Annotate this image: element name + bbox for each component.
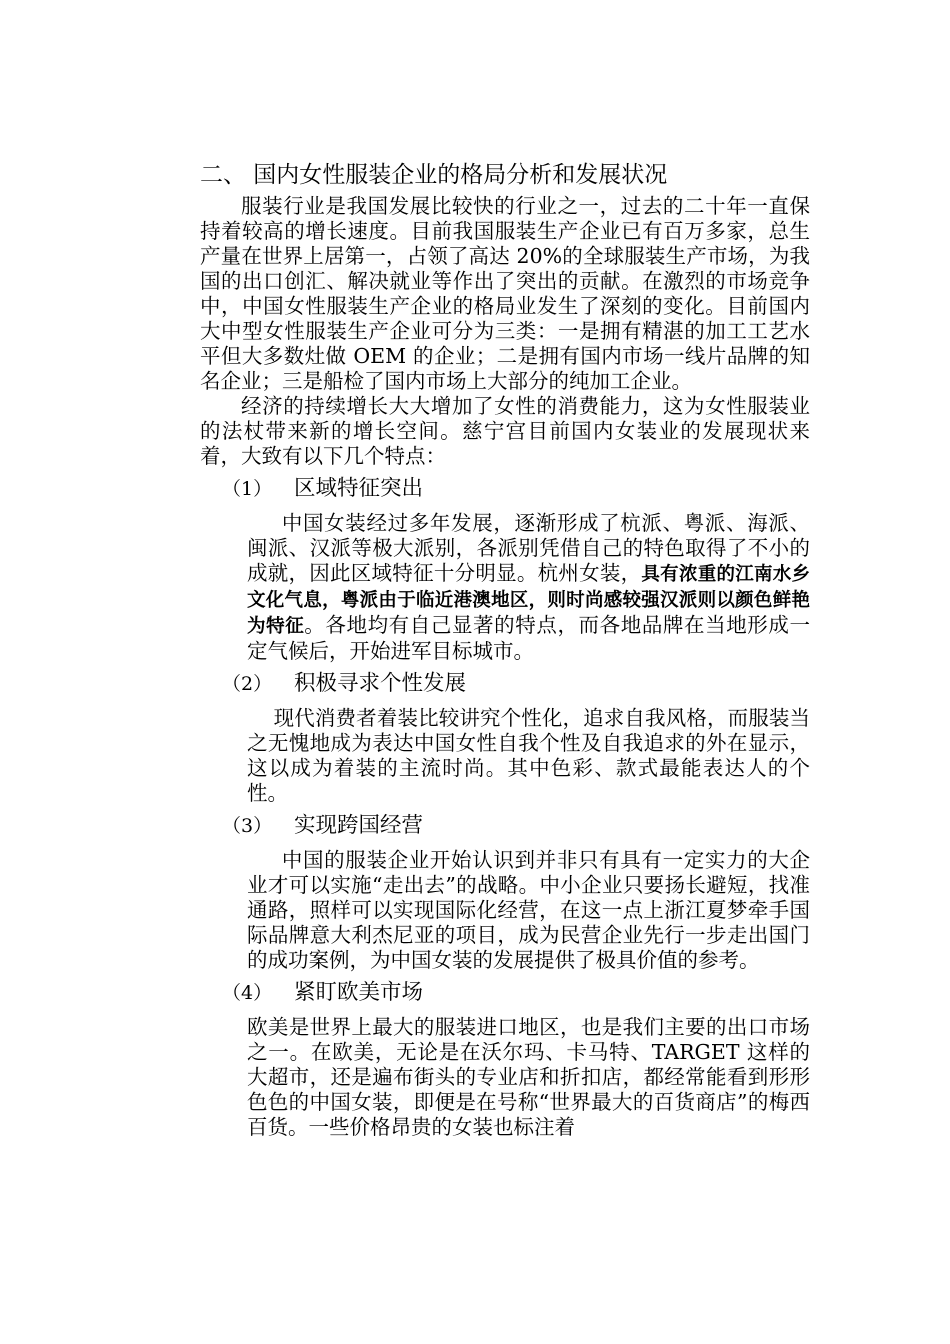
subsection-2-heading: [222, 668, 810, 700]
subsection-3-title: 实现跨国经营: [294, 813, 424, 838]
intro-paragraph-1: 服装行业是我国发展比较快的行业之一，过去的二十年一直保持着较高的增长速度。目前我国服装生产企业已有百万多家，总生产量在世界上居第一，占领了高达 20%的全球服装生产市场，为我国的出口创汇、解决就业等作出了突出的贡献。在激烈的市场竞争中，中国女性服装生产企业的格局业发生了深刻的变化。目前国内大中型女性服装生产企业可分为三类：一是拥有精湛的加工工艺水平但大多数灶做 OEM 的企业；二是拥有国内市场一线片品牌的知名企业；三是船检了国内市场上大部分的纯加工企业。: [200, 194, 810, 393]
subsection-2-paragraph: 现代消费者着装比较讲究个性化，追求自我风格，而服装当之无愧地成为表达中国女性自我个性及自我追求的外在显示，这以成为着装的主流时尚。其中色彩、款式最能表达人的个性。: [247, 706, 810, 805]
subsection-1-text-end: 。各地均有自己显著的特点，而各地品牌在当地形成一定气候后，开始进军目标城市。: [247, 613, 810, 663]
subsection-1-paragraph: [247, 511, 810, 664]
document-body: [200, 158, 810, 1140]
subsection-4-number: （4）: [222, 982, 273, 1004]
subsection-1-number: （1）: [222, 478, 273, 500]
subsection-1-heading: [222, 473, 810, 505]
subsection-3-paragraph: 中国的服装企业开始认识到并非只有具有一定实力的大企业才可以实施“走出去”的战略。中小企业只要扬长避短，找准通路，照样可以实现国际化经营，在这一点上浙江夏梦牵手国际品牌意大利杰尼亚的项目，成为民营企业先行一步走出国门的成功案例，为中国女装的发展提供了极具价值的参考。: [247, 848, 810, 972]
subsection-1-text-start: 中国女装经过多年发展，逐渐形成了杭派、粤派、海派、闽派、汉派等极大派别，各派别凭借自己的特色取得了不小的成就，因此区域特征十分明显。杭州女装，: [247, 511, 810, 585]
subsection-4-paragraph: 欧美是世界上最大的服装进口地区，也是我们主要的出口市场之一。在欧美，无论是在沃尔玛、卡马特、TARGET 这样的大超市，还是遍布街头的专业店和折扣店，都经常能看到形形色色的中国女装，即便是在号称“世界最大的百货商店”的梅西百货。一些价格昂贵的女装也标注着: [247, 1015, 810, 1139]
intro-paragraph-2: 经济的持续增长大大增加了女性的消费能力，这为女性服装业的法杖带来新的增长空间。慈宁宫目前国内女装业的发展现状来着，大致有以下几个特点：: [200, 394, 810, 468]
subsection-2-number: （2）: [222, 673, 273, 695]
subsection-3-number: （3）: [222, 815, 273, 837]
subsection-1-title: 区域特征突出: [294, 476, 424, 501]
subsection-2-title: 积极寻求个性发展: [294, 671, 467, 696]
section-heading: 二、 国内女性服装企业的格局分析和发展状况: [200, 162, 668, 188]
subsection-4-title: 紧盯欧美市场: [294, 980, 424, 1005]
subsection-1-bold-text: 具有浓重的江南水乡文化气息，粤派由于临近港澳地区，则时尚感较强汉派则以颜色鲜艳为特征: [247, 564, 810, 637]
subsection-4-heading: [222, 977, 810, 1009]
subsection-3-heading: [222, 810, 810, 842]
